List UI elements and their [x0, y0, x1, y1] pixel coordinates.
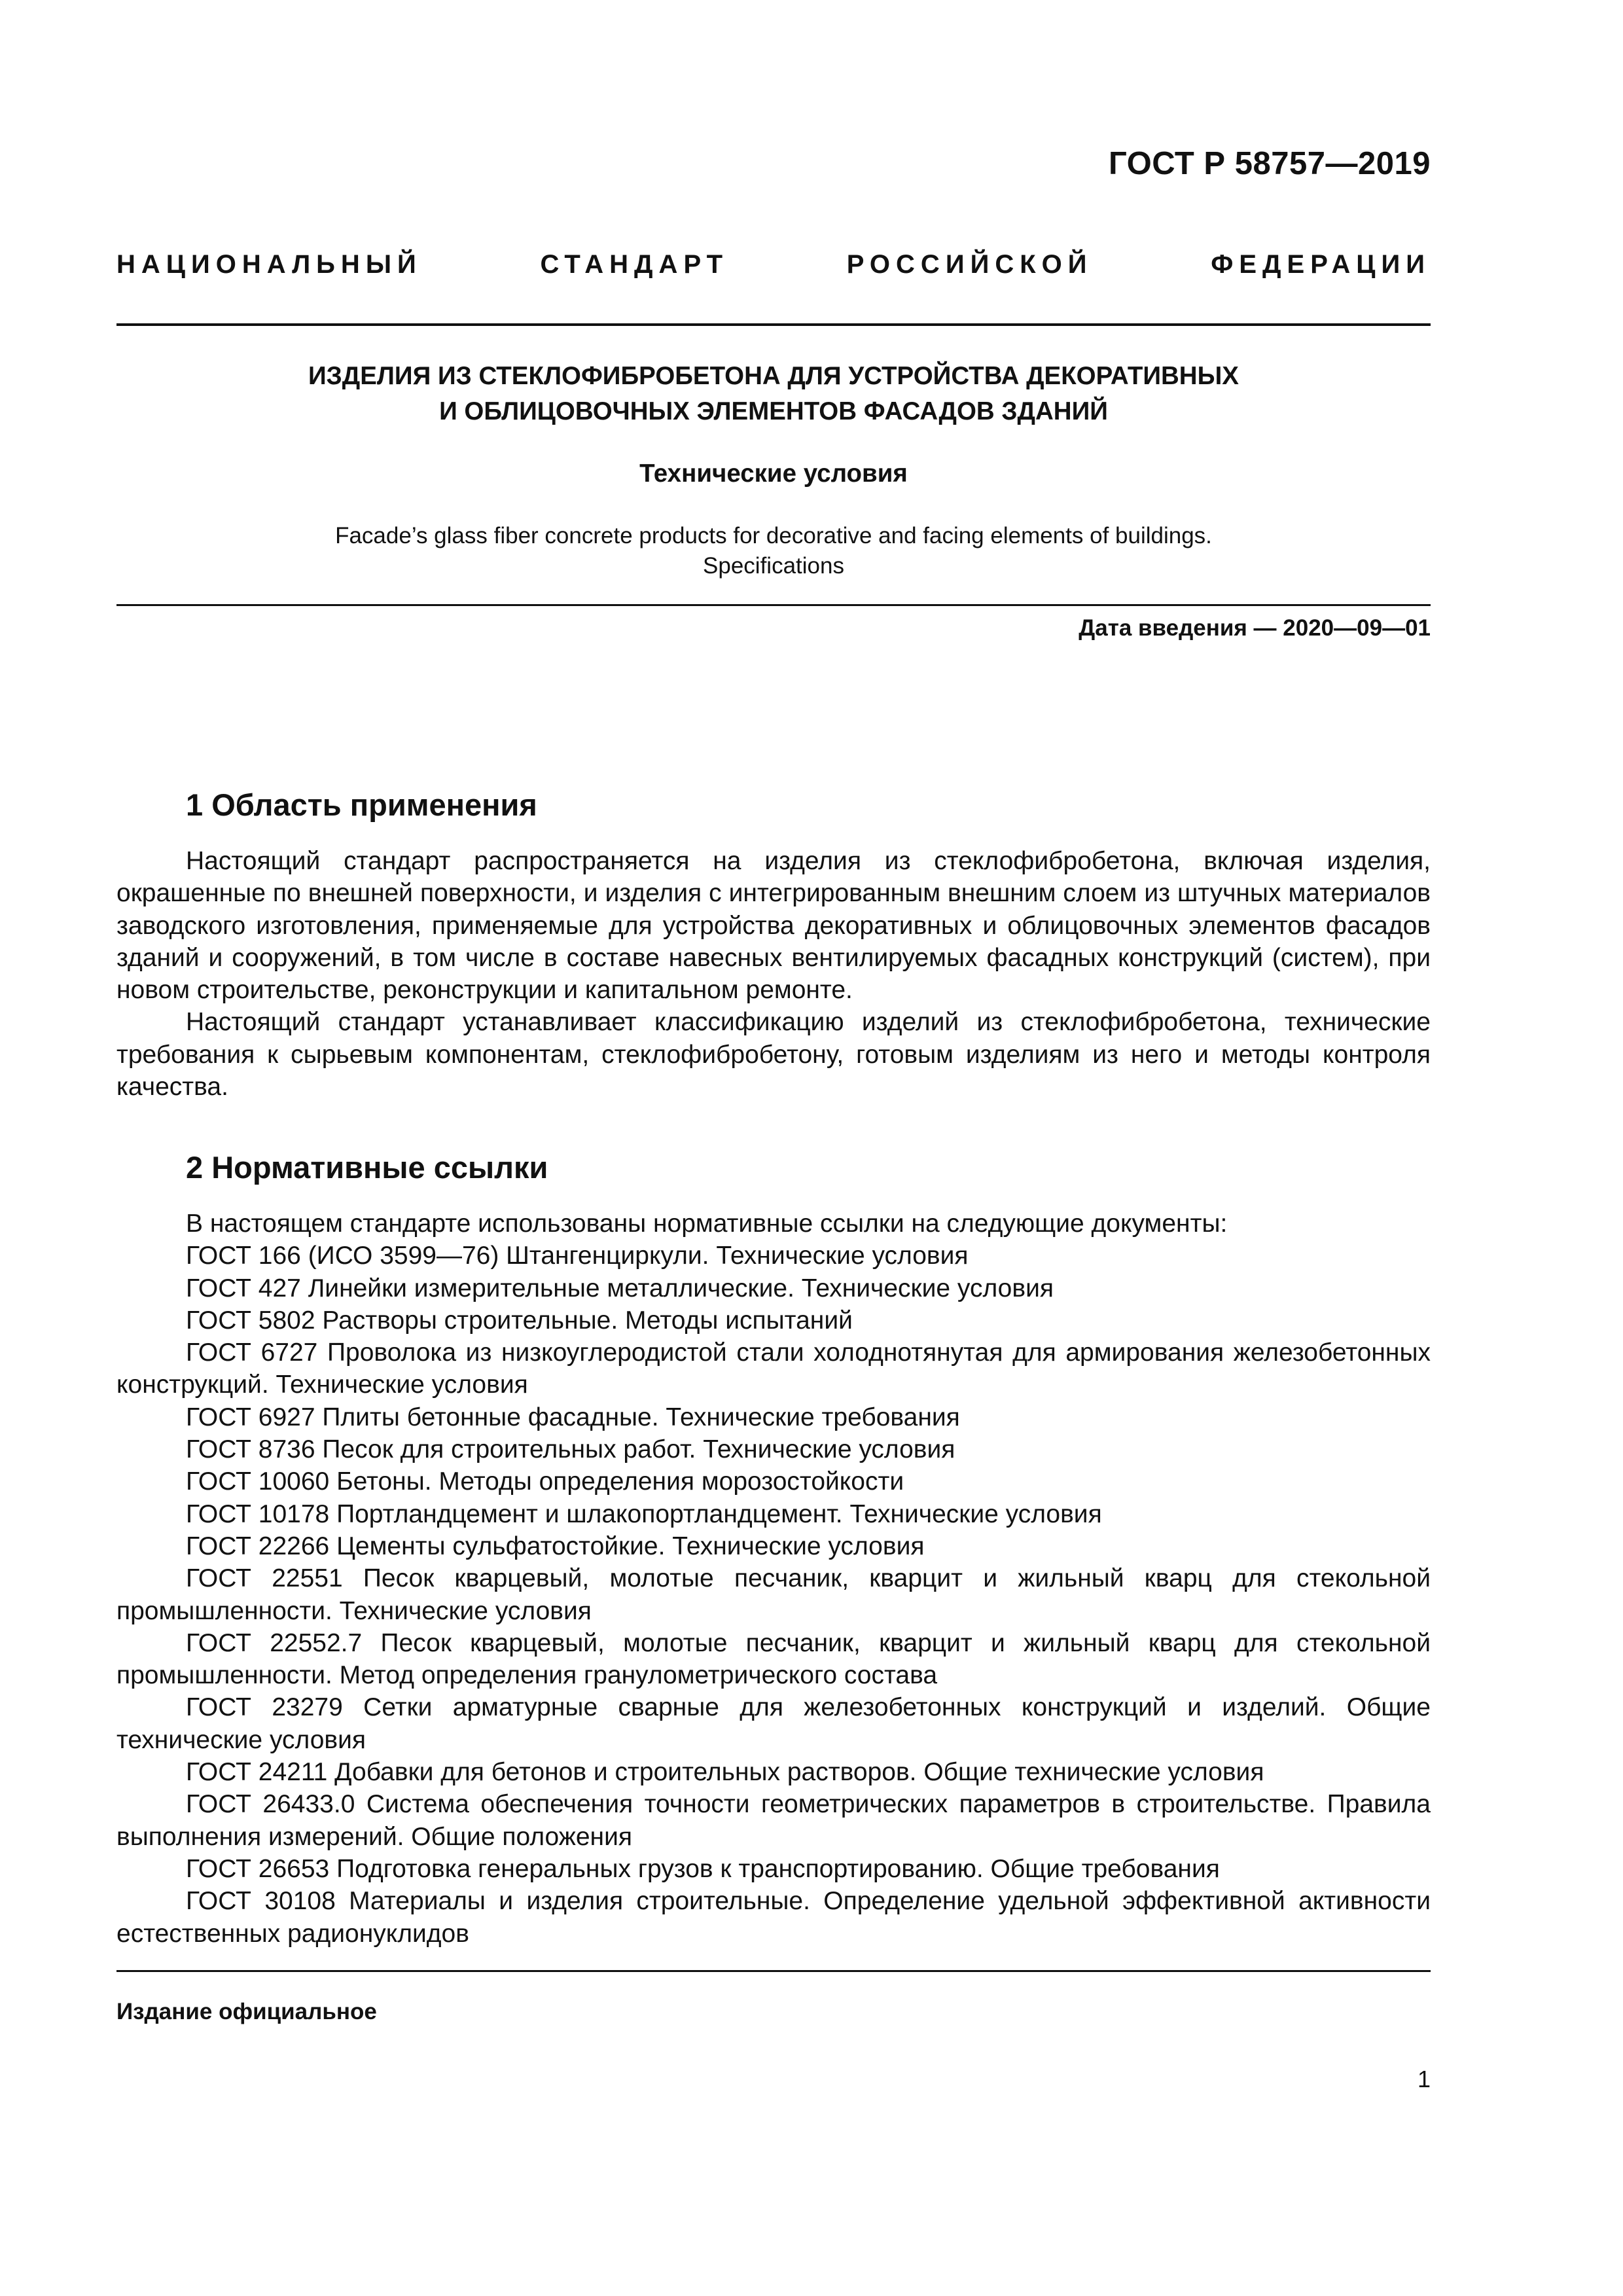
reference-item: ГОСТ 23279 Сетки арматурные сварные для железобетонных конструкций и изделий. Общие технические условия	[116, 1693, 1431, 1754]
header-divider	[116, 323, 1431, 326]
title-line-2: И ОБЛИЦОВОЧНЫХ ЭЛЕМЕНТОВ ФАСАДОВ ЗДАНИЙ	[439, 397, 1108, 425]
reference-item: ГОСТ 26653 Подготовка генеральных грузов к транспортированию. Общие требования	[186, 1854, 1220, 1883]
section-2-heading: 2 Нормативные ссылки	[186, 1150, 548, 1185]
section-1-paragraph: Настоящий стандарт устанавливает классификацию изделий из стеклофибробетона, технические требования к сырьевым компонентам, стеклофибробетону, готовым изделиям из него и методы контроля качества.	[116, 1008, 1431, 1102]
footer-divider	[116, 1970, 1431, 1972]
reference-item: ГОСТ 22266 Цементы сульфатостойкие. Технические условия	[186, 1532, 925, 1560]
title-divider	[116, 604, 1431, 606]
reference-item: ГОСТ 10060 Бетоны. Методы определения морозостойкости	[186, 1467, 904, 1496]
section-1-body	[116, 845, 1431, 1103]
section-1-heading: 1 Область применения	[186, 787, 537, 822]
english-title	[116, 521, 1431, 581]
document-code: ГОСТ Р 58757—2019	[1108, 146, 1431, 181]
references-intro: В настоящем стандарте использованы нормативные ссылки на следующие документы:	[186, 1210, 1228, 1238]
page-number: 1	[1417, 2066, 1431, 2092]
reference-item: ГОСТ 8736 Песок для строительных работ. Технические условия	[186, 1435, 955, 1464]
reference-item: ГОСТ 6927 Плиты бетонные фасадные. Технические требования	[186, 1403, 960, 1431]
reference-item: ГОСТ 6727 Проволока из низкоуглеродистой стали холоднотянутая для армирования железобетонных конструкций. Технические условия	[116, 1338, 1431, 1399]
english-title-line-2: Specifications	[703, 553, 844, 579]
official-edition-label: Издание официальное	[116, 1999, 377, 2024]
reference-item: ГОСТ 427 Линейки измерительные металлические. Технические условия	[186, 1274, 1054, 1302]
reference-item: ГОСТ 26433.0 Система обеспечения точности геометрических параметров в строительстве. Правила выполнения измерений. Общие положения	[116, 1790, 1431, 1851]
national-standard-heading: НАЦИОНАЛЬНЫЙ СТАНДАРТ РОССИЙСКОЙ ФЕДЕРАЦИИ	[116, 250, 1431, 279]
document-subtitle: Технические условия	[639, 459, 908, 488]
reference-item: ГОСТ 22552.7 Песок кварцевый, молотые песчаник, кварцит и жильный кварц для стекольной промышленности. Метод определения гранулометрического состава	[116, 1628, 1431, 1690]
document-title	[116, 359, 1431, 429]
title-line-1: ИЗДЕЛИЯ ИЗ СТЕКЛОФИБРОБЕТОНА ДЛЯ УСТРОЙСТВА ДЕКОРАТИВНЫХ	[308, 362, 1239, 390]
section-2-body	[116, 1208, 1431, 1950]
reference-item: ГОСТ 5802 Растворы строительные. Методы испытаний	[186, 1306, 853, 1335]
introduction-date: Дата введения — 2020—09—01	[1079, 615, 1431, 641]
reference-item: ГОСТ 24211 Добавки для бетонов и строительных растворов. Общие технические условия	[186, 1758, 1264, 1787]
reference-item: ГОСТ 22551 Песок кварцевый, молотые песчаник, кварцит и жильный кварц для стекольной промышленности. Технические условия	[116, 1564, 1431, 1625]
reference-item: ГОСТ 30108 Материалы и изделия строительные. Определение удельной эффективной активности естественных радионуклидов	[116, 1887, 1431, 1948]
english-title-line-1: Facade’s glass fiber concrete products for decorative and facing elements of buildings.	[335, 523, 1212, 548]
section-1-paragraph: Настоящий стандарт распространяется на изделия из стеклофибробетона, включая изделия, окрашенные по внешней поверхности, и изделия с интегрированным внешним слоем из штучных материалов заводского изготовления, применяемые для устройства декоративных и облицовочных элементов фасадов зданий и сооружений, в том числе в составе навесных вентилируемых фасадных конструкций (систем), при новом строительстве, реконструкции и капитальном ремонте.	[116, 847, 1431, 1005]
reference-item: ГОСТ 166 (ИСО 3599—76) Штангенциркули. Технические условия	[186, 1242, 969, 1270]
reference-item: ГОСТ 10178 Портландцемент и шлакопортландцемент. Технические условия	[186, 1499, 1102, 1528]
